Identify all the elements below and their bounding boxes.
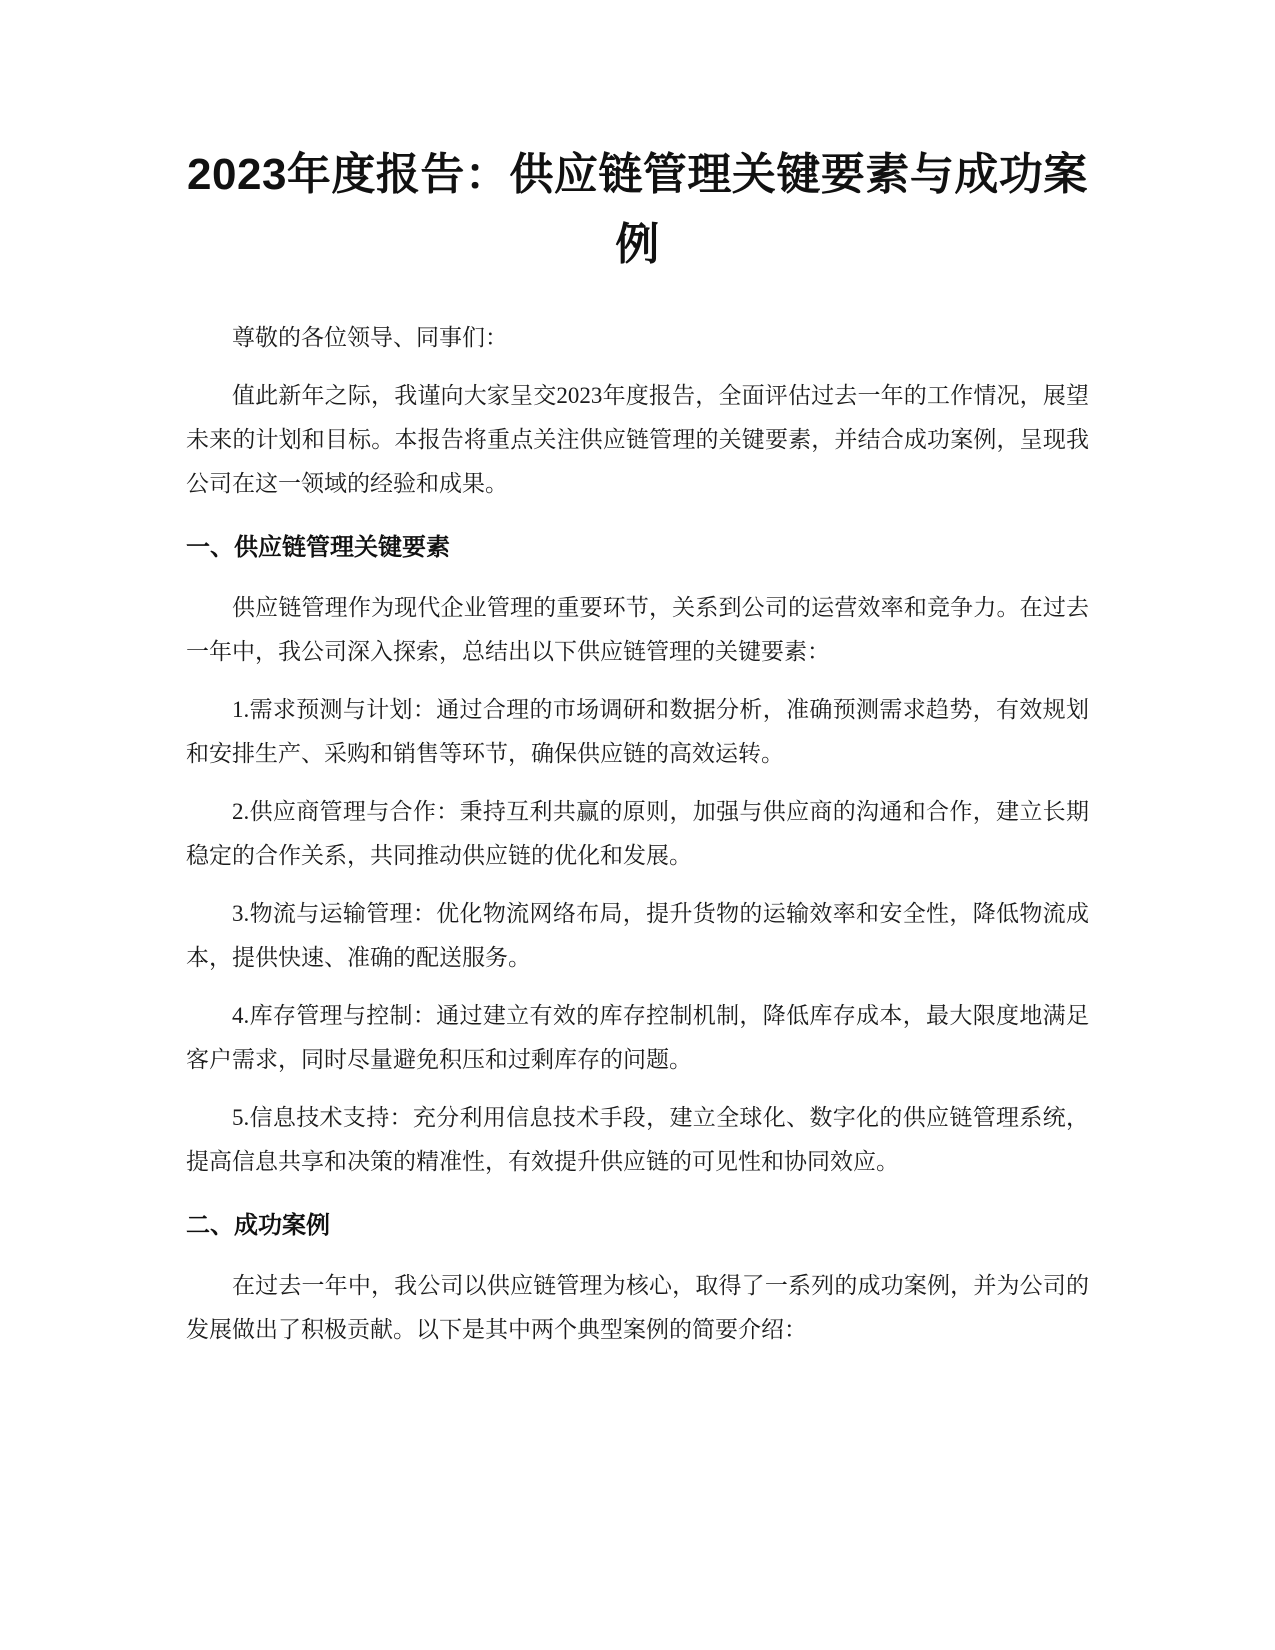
list-item-logistics: 3.物流与运输管理：优化物流网络布局，提升货物的运输效率和安全性，降低物流成本，提供快速、准确的配送服务。 <box>186 901 1089 970</box>
intro-paragraph: 值此新年之际，我谨向大家呈交2023年度报告，全面评估过去一年的工作情况，展望未来的计划和目标。本报告将重点关注供应链管理的关键要素，并结合成功案例，呈现我公司在这一领域的经验和成果。 <box>186 383 1089 496</box>
list-item-demand-forecast: 1.需求预测与计划：通过合理的市场调研和数据分析，准确预测需求趋势，有效规划和安排生产、采购和销售等环节，确保供应链的高效运转。 <box>186 697 1089 766</box>
list-item-supplier-management: 2.供应商管理与合作：秉持互利共赢的原则，加强与供应商的沟通和合作，建立长期稳定的合作关系，共同推动供应链的优化和发展。 <box>186 799 1089 868</box>
paragraph: 在过去一年中，我公司以供应链管理为核心，取得了一系列的成功案例，并为公司的发展做出了积极贡献。以下是其中两个典型案例的简要介绍： <box>186 1273 1089 1342</box>
document-title: 2023年度报告：供应链管理关键要素与成功案例 <box>187 150 1088 269</box>
section-heading-key-elements: 一、供应链管理关键要素 <box>186 534 450 561</box>
list-item-inventory: 4.库存管理与控制：通过建立有效的库存控制机制，降低库存成本，最大限度地满足客户需求，同时尽量避免积压和过剩库存的问题。 <box>186 1003 1089 1072</box>
paragraph: 供应链管理作为现代企业管理的重要环节，关系到公司的运营效率和竞争力。在过去一年中，我公司深入探索，总结出以下供应链管理的关键要素： <box>186 595 1089 664</box>
greeting: 尊敬的各位领导、同事们： <box>232 325 508 350</box>
section-heading-success-cases: 二、成功案例 <box>186 1212 330 1239</box>
list-item-it-support: 5.信息技术支持：充分利用信息技术手段，建立全球化、数字化的供应链管理系统，提高信息共享和决策的精准性，有效提升供应链的可见性和协同效应。 <box>186 1105 1089 1174</box>
